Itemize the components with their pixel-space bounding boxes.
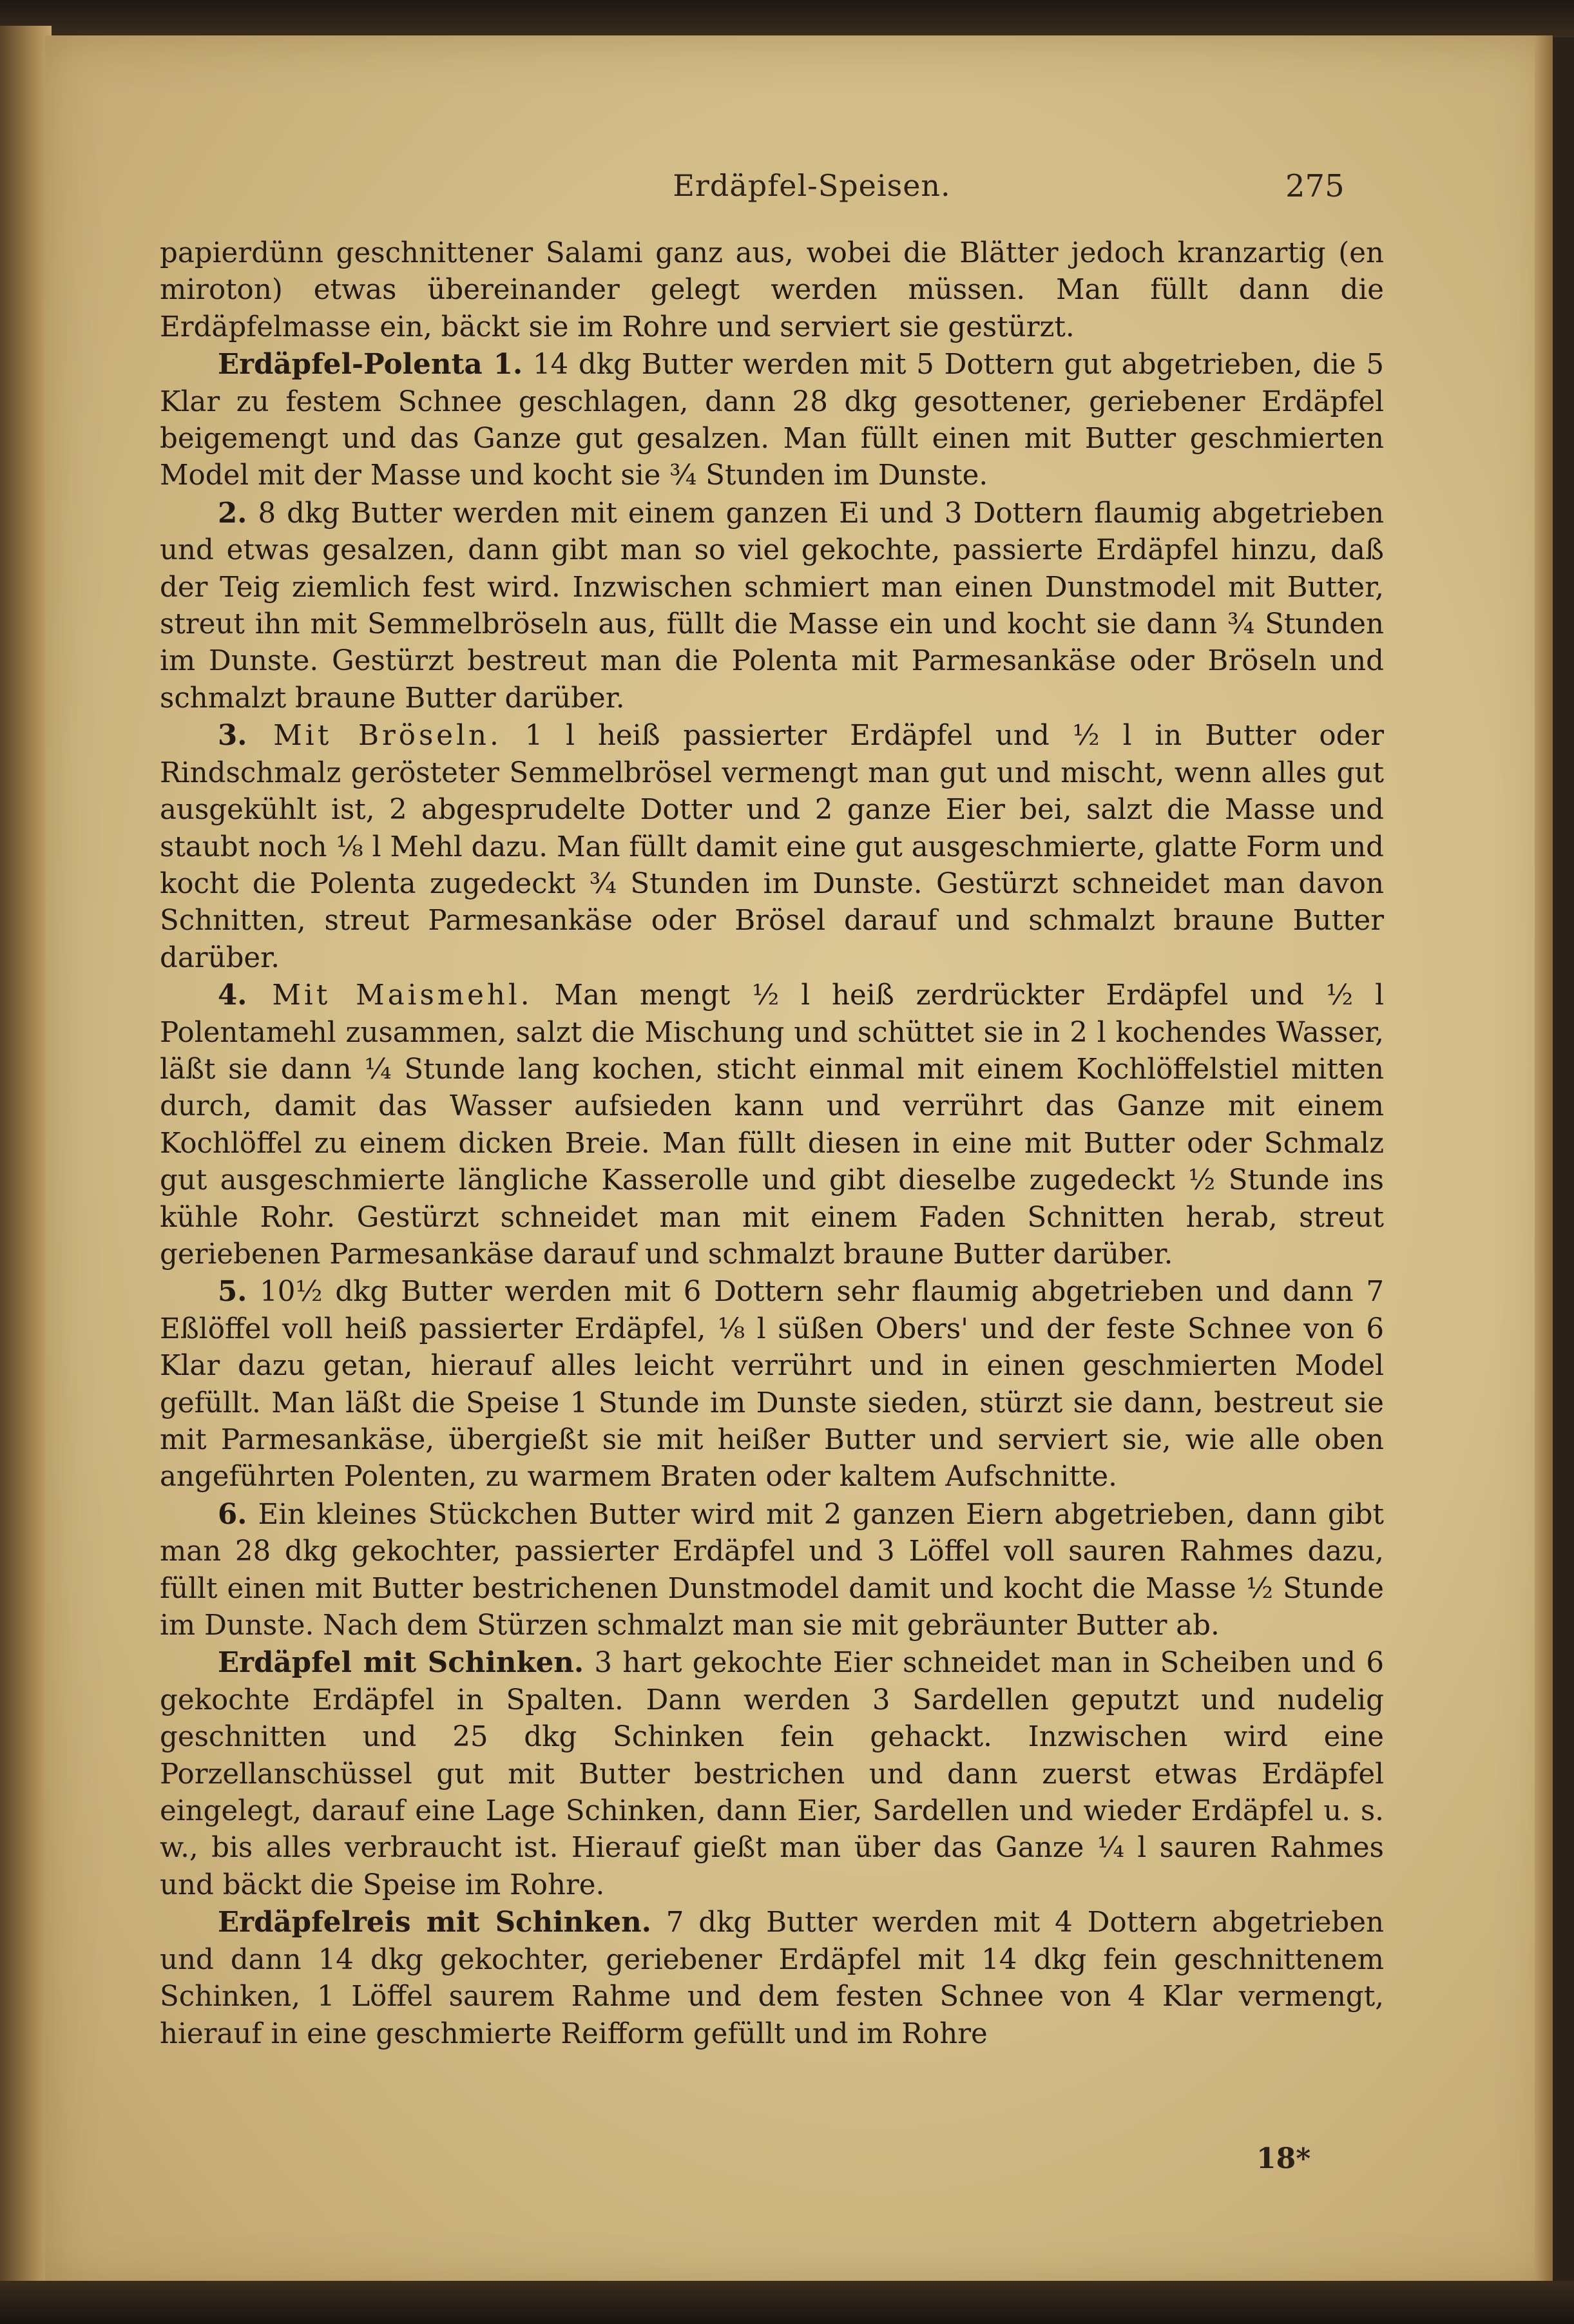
running-title: Erdäpfel-Speisen. xyxy=(673,168,951,203)
recipe-paragraph xyxy=(160,495,1384,717)
page-header xyxy=(45,132,1553,204)
recipe-text: 8 dkg Butter werden mit einem ganzen Ei und 3 Dottern flaumig abgetrieben und etwas gesalzen, dann gibt man so viel gekochte, passierte Erdäpfel hinzu, daß der Teig ziemlich fest wird. Inzwischen schmiert man einen Dunstmodel mit Butter, streut ihn mit Semmelbröseln aus, füllt die Masse ein und kocht sie dann ¾ Stunden im Dunste. Gestürzt bestreut man die Polenta mit Parmesankäse oder Bröseln und schmalzt braune Butter darüber. xyxy=(160,497,1384,715)
recipe-text: Man mengt ½ l heiß zerdrückter Erdäpfel und ½ l Polentamehl zusammen, salzt die Mischung und schüttet sie in 2 l kochendes Wasser, läßt sie dann ¼ Stunde lang kochen, sticht einmal mit einem Kochlöffelstiel mitten durch, damit das Wasser aufsieden kann und verrührt das Ganze mit einem Kochlöffel zu einem dicken Breie. Man füllt diesen in eine mit Butter oder Schmalz gut ausgeschmierte längliche Kasserolle und gibt dieselbe zugedeckt ½ Stunde ins kühle Rohr. Gestürzt schneidet man mit einem Faden Schnitten herab, streut geriebenen Parmesankäse darauf und schmalzt braune Butter darüber. xyxy=(160,979,1385,1271)
recipe-heading: 5. xyxy=(218,1275,247,1309)
recipe-heading: Erdäpfel-Polenta 1. xyxy=(218,348,523,381)
recipe-paragraph xyxy=(160,1496,1384,1645)
recipe-heading: Erdäpfelreis mit Schinken. xyxy=(218,1906,651,1939)
book-gutter xyxy=(0,26,52,2294)
recipe-heading: Erdäpfel mit Schinken. xyxy=(218,1646,584,1680)
recipe-heading: 4. xyxy=(218,979,247,1012)
recipe-text: 7 dkg Butter werden mit 4 Dottern abgetrieben und dann 14 dkg gekochter, geriebener Erdäpfel mit 14 dkg fein geschnittenem Schinken, 1 Löffel saurem Rahme und dem festen Schnee von 4 Klar vermengt, hierauf in eine geschmierte Reifform gefüllt und im Rohre xyxy=(160,1906,1384,2050)
recipe-paragraph xyxy=(160,235,1384,346)
recipe-heading: Mit Bröseln. xyxy=(247,720,502,753)
recipe-heading: 6. xyxy=(218,1497,247,1531)
recipe-text: Ein kleines Stückchen Butter wird mit 2 ganzen Eiern abgetrieben, dann gibt man 28 dkg gekochter, passierter Erdäpfel und 3 Löffel voll sauren Rahmes dazu, füllt einen mit Butter bestrichenen Dunstmodel damit und kocht die Masse ½ Stunde im Dunste. Nach dem Stürzen schmalzt man sie mit gebräunter Butter ab. xyxy=(160,1498,1384,1642)
scan-border-top xyxy=(0,0,1574,37)
page-number: 275 xyxy=(1285,168,1345,204)
page-edge xyxy=(1535,35,1553,2290)
recipe-text: 14 dkg Butter werden mit 5 Dottern gut abgetrieben, die 5 Klar zu festem Schnee geschlagen, dann 28 dkg gesottener, geriebener Erdäpfel beigemengt und das Ganze gut gesalzen. Man füllt einen mit Butter geschmierten Model mit der Masse und kocht sie ¾ Stunden im Dunste. xyxy=(160,349,1385,492)
recipe-text: 1 l heiß passierter Erdäpfel und ½ l in Butter oder Rindschmalz gerösteter Semmelbrösel vermengt man gut und mischt, wenn alles gut ausgekühlt ist, 2 abgesprudelte Dotter und 2 ganze Eier bei, salzt die Masse und staubt noch ⅛ l Mehl dazu. Man füllt damit eine gut ausgeschmierte, glatte Form und kocht die Polenta zugedeckt ¾ Stunden im Dunste. Gestürzt schneidet man davon Schnitten, streut Parmesankäse oder Brösel darauf und schmalzt braune Butter darüber. xyxy=(160,720,1384,974)
recipe-paragraph xyxy=(160,977,1384,1273)
recipe-paragraph xyxy=(160,1273,1384,1495)
recipe-heading: Mit Maismehl. xyxy=(247,979,533,1012)
recipe-paragraph xyxy=(160,1904,1384,2053)
body-text xyxy=(160,235,1384,2053)
recipe-text: 10½ dkg Butter werden mit 6 Dottern sehr flaumig abgetrieben und dann 7 Eßlöffel voll heiß passierter Erdäpfel, ⅛ l süßen Obers' und der feste Schnee von 6 Klar dazu getan, hierauf alles leicht verrührt und in einen geschmierten Model gefüllt. Man läßt die Speise 1 Stunde im Dunste sieden, stürzt sie dann, bestreut sie mit Parmesankäse, übergießt sie mit heißer Butter und serviert sie, wie alle oben angeführten Polenten, zu warmem Braten oder kaltem Aufschnitte. xyxy=(160,1276,1384,1493)
recipe-paragraph xyxy=(160,1644,1384,1904)
recipe-heading: 2. xyxy=(218,496,247,530)
signature-mark: 18* xyxy=(1256,2142,1311,2175)
recipe-paragraph xyxy=(160,346,1384,495)
recipe-paragraph xyxy=(160,717,1384,977)
recipe-text: papierdünn geschnittener Salami ganz aus, wobei die Blätter jedoch kranzartig (en miroton) etwas übereinander gelegt werden müssen. Man füllt dann die Erdäpfelmasse ein, bäckt sie im Rohre und serviert sie gestürzt. xyxy=(160,237,1384,343)
recipe-heading: 3. xyxy=(218,719,247,753)
book-page xyxy=(45,35,1553,2290)
scan-border-bottom xyxy=(0,2281,1574,2324)
recipe-text: 3 hart gekochte Eier schneidet man in Scheiben und 6 gekochte Erdäpfel in Spalten. Dann werden 3 Sardellen geputzt und nudelig geschnitten und 25 dkg Schinken fein gehackt. Inzwischen wird eine Porzellanschüssel gut mit Butter bestrichen und dann zuerst etwas Erdäpfel eingelegt, darauf eine Lage Schinken, dann Eier, Sardellen und wieder Erdäpfel u. s. w., bis alles verbraucht ist. Hierauf gießt man über das Ganze ¼ l sauren Rahmes und bäckt die Speise im Rohre. xyxy=(160,1647,1384,1901)
